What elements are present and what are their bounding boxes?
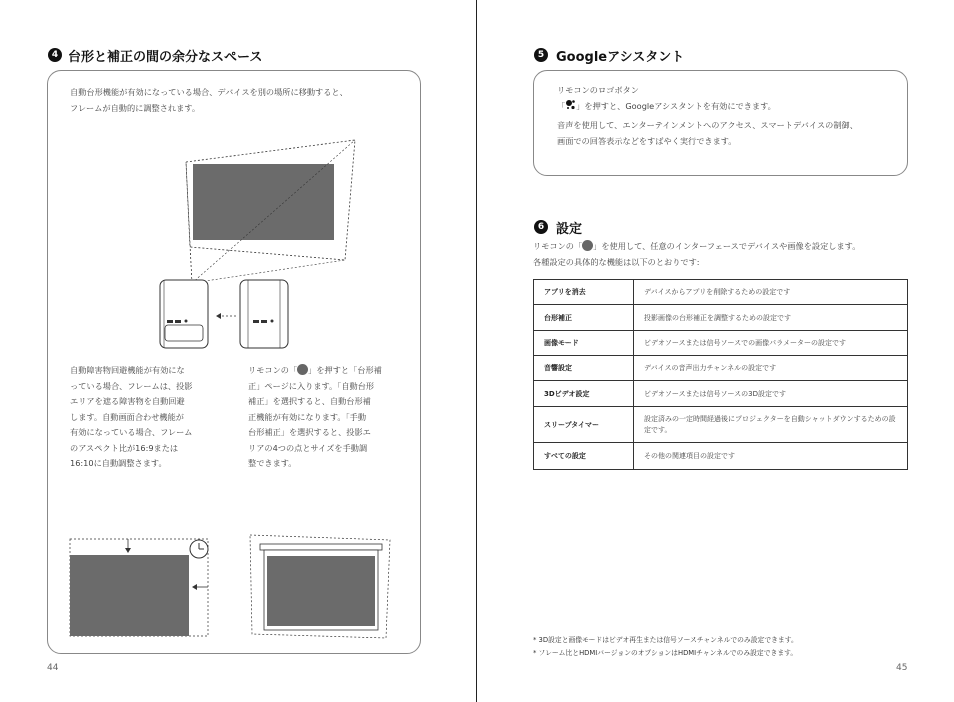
assistant-line: リモコンのロゴボタン [557,85,639,95]
timer-icon [190,540,208,558]
section-number-badge: 6 [534,220,548,234]
intro-paragraph [70,85,410,116]
projector-icon [160,280,208,348]
arrow-head [125,548,131,553]
settings-table [533,279,908,470]
settings-intro-line: 各種設定の具体的な機能は以下のとおりです: [533,256,700,267]
col2-line: 正」ページに入ります。「自動台形 [248,380,375,391]
col2-line: リアの4つの点とサイズを手動調 [248,442,368,453]
table-row [534,305,908,331]
table-key: スリープタイマー [534,407,634,443]
obstacle-avoidance-paragraph [70,363,230,472]
assistant-line: 音声を使用して、エンターテインメントへのアクセス、スマートデバイスの制御、 [557,120,858,130]
col2-line: 台形補正」を選択すると、投影エ [248,427,371,437]
settings-button-icon [297,364,308,375]
assistant-paragraph [557,83,897,114]
table-value: 設定済みの一定時間経過後にプロジェクターを自動シャットダウンするための設定です。 [634,407,908,443]
screen-fit-illustration [246,532,394,642]
settings-intro-line [533,239,913,255]
assistant-line: 画面での回答表示などをすばやく実行できます。 [557,135,737,146]
text-span: 「 [557,100,566,111]
col2-line: 整できます。 [248,458,297,468]
arrow-head [216,313,221,319]
page-number: 45 [896,663,908,673]
table-value: ビデオソースまたは信号ソースでの画像パラメーターの設定です [634,331,908,356]
col2-line: 補正」を選択すると、自動台形補 [248,396,371,406]
assistant-line [557,99,897,115]
projected-screen [193,164,334,240]
table-row [534,381,908,407]
table-key: アプリを消去 [534,280,634,305]
table-row [534,443,908,470]
projection-ray [190,247,192,283]
section-title: 設定 [556,222,583,237]
text-span: 」を押すと「台形補 [308,365,382,375]
manual-keystone-paragraph [248,363,408,472]
col1-line: 有効になっている場合、フレーム [70,427,193,437]
text-span: 」を使用して、任意のインターフェースでデバイスや画像を設定します。 [593,241,861,251]
footnote: * フレーム比とHDMIバージョンのオプションはHDMIチャンネルでのみ設定できます。 [533,649,798,657]
keystone-illustration [150,135,370,355]
col1-line: エリアを遮る障害物を自動回避 [70,396,185,406]
table-key: 台形補正 [534,305,634,331]
table-key: 音響設定 [534,356,634,381]
table-value: デバイスからアプリを削除するための設定です [634,280,908,305]
table-value: 投影画像の台形補正を調整するための設定です [634,305,908,331]
settings-intro [533,239,913,270]
section-number-badge: 4 [48,48,62,62]
text-span: リモコンの「 [533,241,583,251]
table-row [534,356,908,381]
settings-button-icon [582,240,593,251]
table-key: すべての設定 [534,443,634,470]
projector-back-icon [240,280,288,348]
fitted-image [267,556,375,626]
assistant-paragraph-2 [557,118,902,149]
table-key: 画像モード [534,331,634,356]
intro-line: 自動台形機能が有効になっている場合、デバイスを別の場所に移動すると、 [70,87,348,97]
footnote: * 3D設定と画像モードはビデオ再生または信号ソースチャンネルでのみ設定できます。 [533,636,798,644]
table-key: 3Dビデオ設定 [534,381,634,407]
col1-line: 16:10に自動調整さます。 [70,458,167,468]
adjusted-screen [70,555,189,636]
col2-first-line [248,363,408,379]
table-value: デバイスの音声出力チャンネルの設定です [634,356,908,381]
col1-line: します。自動画面合わせ機能が [70,411,184,422]
intro-line: フレームが自動的に調整されます。 [70,102,201,113]
table-value: ビデオソースまたは信号ソースの3D設定です [634,381,908,407]
section-title: Googleアシスタント [556,50,685,65]
col1-line: 自動障害物回避機能が有効にな [70,365,185,375]
text-span: 」を押すと、Googleアシスタントを有効にできます。 [576,100,776,111]
text-span: リモコンの「 [248,365,298,375]
col1-line: っている場合、フレームは、投影 [70,380,193,391]
table-row [534,407,908,443]
google-assistant-icon [565,99,576,110]
page-number: 44 [47,663,59,673]
right-page [478,0,954,702]
table-row [534,331,908,356]
obstacle-avoidance-illustration [68,535,213,640]
table-value: その他の関連項目の設定です [634,443,908,470]
col2-line: 正機能が有効になります。「手動 [248,411,367,422]
arrow-head [192,584,197,590]
section-title: 台形と補正の間の余分なスペース [68,50,263,65]
screen-roller [260,544,382,550]
col1-line: のアスペクト比が16:9または [70,442,179,453]
table-row [534,280,908,305]
section-number-badge: 5 [534,48,548,62]
